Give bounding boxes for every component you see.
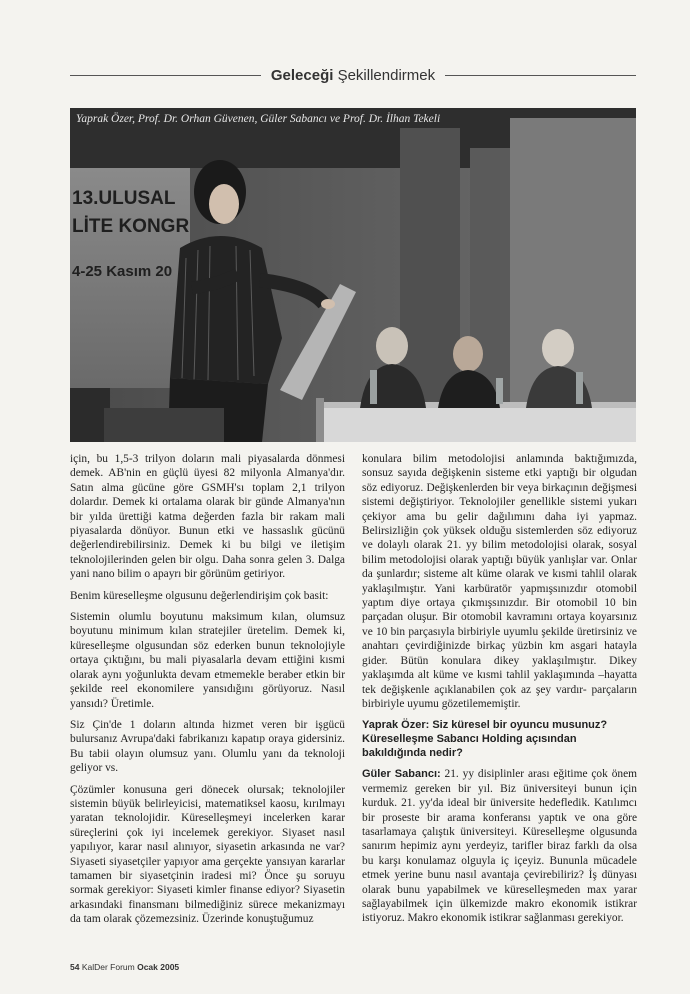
speaker-name: Güler Sabancı: — [362, 768, 441, 781]
page-number: 54 — [70, 962, 80, 972]
banner-line-1: 13.ULUSAL — [72, 188, 176, 209]
banner-line-3: 4-25 Kasım 20 — [72, 263, 173, 280]
paragraph: konulara bilim metodolojisi anlamında baktığımızda, sonsuz sayıda değişkenin sisteme etki yaptığı bir olgudan söz ediyoruz. Değişkenlerden bir veya birkaçının değişmesi sistemi değiştiriyor. Teknolojiler genellikle sistemi yukarı çekiyor ama bu gelir dağılımını daha iyi yapmaz. Belirsizliğin çok yüksek olduğu sistemlerden söz ediyoruz ve dolaylı olarak 21. yy bilim metodolojisi olarak, sosyal bilim metodolojisi olarak yaptığı büyük yanlışlar var. Onlar da şunlardır; sisteme alt küme olarak ve kısmi tahlil olarak yaklaşılmıştır. Yani karbüratör yapmışsınızdır otomobil yaptım diye ortaya çıkmışsınızdır. Bir otomobil 10 bin parçadan oluşur. Bir otomobil kavramını ortaya koyarsınız ve 10 bin parçasıyla birbiriyle uyumlu şekilde üretirsiniz ve anahtarı çevirdiğinizde birkaç yüzbin km asgari hatayla gider. Bütün konulara dikey yaklaşılmıştır. Dikey yaklaşımda alt küme ve kısmi tahlil yaklaşımında –hayatta tek değişkenle açıklanabilen çok az şey vardır- parçaların birbiriyle uyumu gözetilememiştir. — [362, 453, 637, 710]
paragraph: Sistemin olumlu boyutunu maksimum kılan, olumsuz boyutunu minimum kılan stratejiler üretelim. Demek ki, küreselleşme olgusundan söz ederken bunun teknolojiyle ortaya çıktığını, bu mali piyasalarla devam ettiğini kısmi olarak aynı yoğunlukta devam etmemekle beraber etkin bir şekilde reel ekonomilere yansıdığını görüyoruz. Nasıl yansıdı? Üretimle. — [70, 611, 345, 710]
header-rule-left — [70, 75, 261, 76]
section-title: Geleceği Şekillendirmek — [270, 66, 436, 84]
photo-illustration — [70, 108, 636, 442]
page-header — [70, 64, 636, 86]
paragraph: için, bu 1,5-3 trilyon doların mali piyasalarda dönmesi demek. AB'nin en güçlü üyesi 82 milyonla Almanya'dır. Satın alma gücüne göre GSMH'sı toplam 2,1 trilyon dolardır. Demek ki ortalama olarak bir günde Almanya'nın bir yılda ürettiği katma değerden fazla bir rakam mali piyasalarda dönüyor. Bunun etki ve hassaslık gücünü değerlendirebilirsiniz. Demek ki bu bilgi ve iletişim teknolojilerinden gelen bir olgu. Daha sonra gelen 3. Dalga yani nano bilim o apayrı bir görünüm getiriyor. — [70, 453, 345, 581]
page-footer — [70, 962, 179, 972]
paragraph: Benim küreselleşme olgusunu değerlendirişim çok basit: — [70, 589, 329, 602]
answer-text: 21. yy disiplinler arası eğitime çok önem vermemiz gereken bir yıl. Biz üniversiteyi bunun için kurduk. 21. yy'da ideal bir üniversite hedefledik. Katılımcı bir proseste bir arama konferansı yaptık ve ona göre tasarlamaya çalıştık üniversiteyi. Küreselleşme olgusunda sanırım hepimiz aynı yerdeyiz, tarifler biraz farklı da olsa bu karşı konulamaz olguyla iç içeyiz. Bununla mücadele etmek yerine bunu nasıl avantaja çevirebiliriz? İş dünyası olarak bunu yapabilmek ve küreselleşmeden max yarar sağlayabilmek için ülkemizde makro ekonomik istikrar istiyoruz. Makro ekonomik istikrar sağlanması gerekiyor. — [362, 768, 638, 925]
left-column — [70, 452, 345, 934]
issue-date: Ocak 2005 — [137, 962, 180, 972]
banner-line-2: LİTE KONGR — [72, 216, 190, 237]
conference-photo — [70, 108, 636, 442]
photo-caption: Yaprak Özer, Prof. Dr. Orhan Güvenen, Güler Sabancı ve Prof. Dr. İlhan Tekeli — [76, 113, 441, 125]
interview-question: Yaprak Özer: Siz küresel bir oyuncu musunuz? Küreselleşme Sabancı Holding açısından bakıldığında nedir? — [362, 719, 608, 760]
right-column — [362, 452, 637, 933]
paragraph: Siz Çin'de 1 doların altında hizmet veren bir işgücü bulursanız Avrupa'daki fabrikanızı kapatıp oraya gidersiniz. Bu tabii olayın olumsuz yanı. Olumlu yanı da teknoloji geliyor vs. — [70, 718, 345, 775]
interview-answer — [362, 767, 637, 925]
paragraph: Çözümler konusuna geri dönecek olursak; teknolojiler sistemin büyük belirleyicisi, matematiksel kaosu, kırılmayı yaratan teknolojidir. Küreselleşmeyi incelerken karar süreçlerini çok iyi incelemek gerekiyor. Siyaset nasıl yapılıyor, karar nasıl alınıyor, siyasetin arkasında ne var? Siyaseti siyasetçiler yapıyor ama gerçekte yansıyan kararlar tamamen bir siyasetçinin iradesi mi? Önce şu soruyu sormak gerekiyor: Siyaseti kimler finanse ediyor? Siyasetin arkasındaki finansmanı bilmediğiniz sürece mekanizmayı da tam olarak çözemezsiniz. Üzerinde konuştuğumuz — [70, 783, 345, 926]
magazine-name: KalDer Forum — [79, 962, 138, 972]
header-rule-right — [445, 75, 636, 76]
